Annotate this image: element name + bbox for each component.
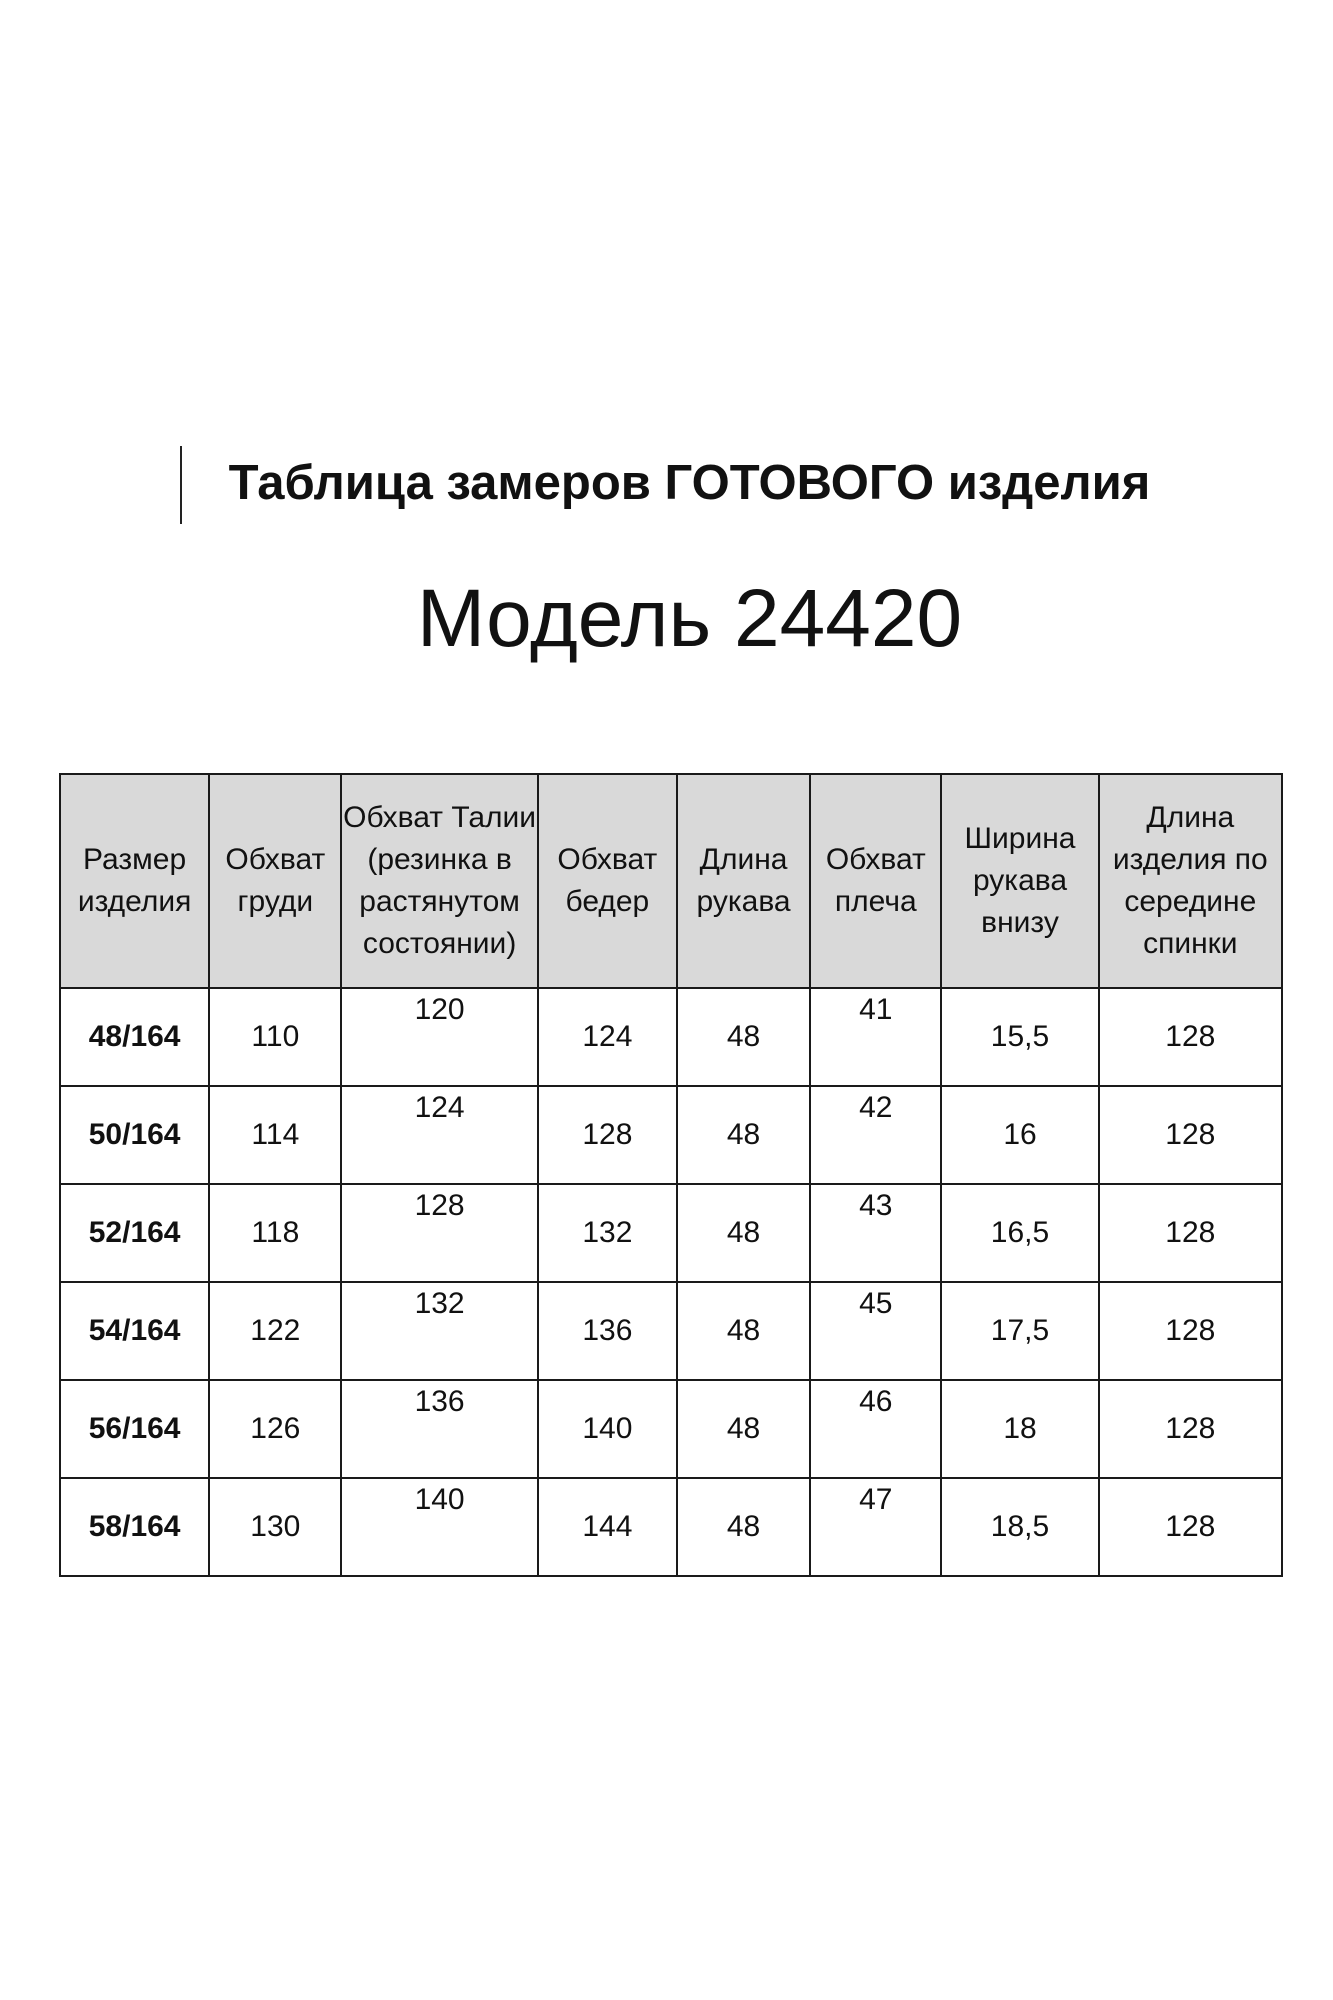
cell-chest: 110 [209, 988, 341, 1086]
header-size: Размер изделия [60, 774, 209, 988]
table-row [60, 1380, 1282, 1478]
cell-shoulder: 42 [810, 1086, 941, 1184]
table-row [60, 1282, 1282, 1380]
cell-chest: 118 [209, 1184, 341, 1282]
cell-chest: 114 [209, 1086, 341, 1184]
header-waist: Обхват Талии (резинка в растянутом состоянии) [341, 774, 537, 988]
cell-waist: 124 [341, 1086, 537, 1184]
cell-back-length: 128 [1099, 988, 1282, 1086]
header-sleeve-length: Длина рукава [677, 774, 810, 988]
cell-hips: 128 [538, 1086, 677, 1184]
header-back-length: Длина изделия по середине спинки [1099, 774, 1282, 988]
table-row [60, 988, 1282, 1086]
table-row [60, 1184, 1282, 1282]
cell-waist: 120 [341, 988, 537, 1086]
cell-sleeve-length: 48 [677, 1282, 810, 1380]
cell-sleeve-length: 48 [677, 1478, 810, 1576]
size-table [59, 773, 1283, 1577]
cell-waist: 136 [341, 1380, 537, 1478]
header-chest: Обхват груди [209, 774, 341, 988]
cell-size: 58/164 [60, 1478, 209, 1576]
cell-sleeve-length: 48 [677, 1184, 810, 1282]
cell-sleeve-width: 18,5 [941, 1478, 1098, 1576]
cell-shoulder: 43 [810, 1184, 941, 1282]
model-title: Модель 24420 [416, 573, 963, 664]
cell-back-length: 128 [1099, 1478, 1282, 1576]
cell-sleeve-length: 48 [677, 1086, 810, 1184]
cell-sleeve-length: 48 [677, 1380, 810, 1478]
cell-shoulder: 41 [810, 988, 941, 1086]
cell-waist: 128 [341, 1184, 537, 1282]
cell-sleeve-width: 16,5 [941, 1184, 1098, 1282]
cell-hips: 140 [538, 1380, 677, 1478]
cell-hips: 136 [538, 1282, 677, 1380]
cell-hips: 132 [538, 1184, 677, 1282]
cell-back-length: 128 [1099, 1086, 1282, 1184]
cell-size: 48/164 [60, 988, 209, 1086]
cell-sleeve-width: 16 [941, 1086, 1098, 1184]
cell-sleeve-width: 17,5 [941, 1282, 1098, 1380]
cell-chest: 126 [209, 1380, 341, 1478]
cell-shoulder: 45 [810, 1282, 941, 1380]
cell-waist: 132 [341, 1282, 537, 1380]
cell-size: 52/164 [60, 1184, 209, 1282]
cell-size: 50/164 [60, 1086, 209, 1184]
page-title: Таблица замеров ГОТОВОГО изделия [228, 456, 1151, 510]
cell-chest: 130 [209, 1478, 341, 1576]
table-row [60, 1086, 1282, 1184]
cell-hips: 144 [538, 1478, 677, 1576]
table-header-row [60, 774, 1282, 988]
cell-sleeve-length: 48 [677, 988, 810, 1086]
cell-back-length: 128 [1099, 1282, 1282, 1380]
cell-sleeve-width: 18 [941, 1380, 1098, 1478]
cell-shoulder: 46 [810, 1380, 941, 1478]
cell-hips: 124 [538, 988, 677, 1086]
cell-waist: 140 [341, 1478, 537, 1576]
cell-back-length: 128 [1099, 1184, 1282, 1282]
header-sleeve-width: Ширина рукава внизу [941, 774, 1098, 988]
cell-sleeve-width: 15,5 [941, 988, 1098, 1086]
cell-chest: 122 [209, 1282, 341, 1380]
table-row [60, 1478, 1282, 1576]
header-shoulder: Обхват плеча [810, 774, 941, 988]
cell-back-length: 128 [1099, 1380, 1282, 1478]
cell-shoulder: 47 [810, 1478, 941, 1576]
header-hips: Обхват бедер [538, 774, 677, 988]
cell-size: 54/164 [60, 1282, 209, 1380]
cell-size: 56/164 [60, 1380, 209, 1478]
